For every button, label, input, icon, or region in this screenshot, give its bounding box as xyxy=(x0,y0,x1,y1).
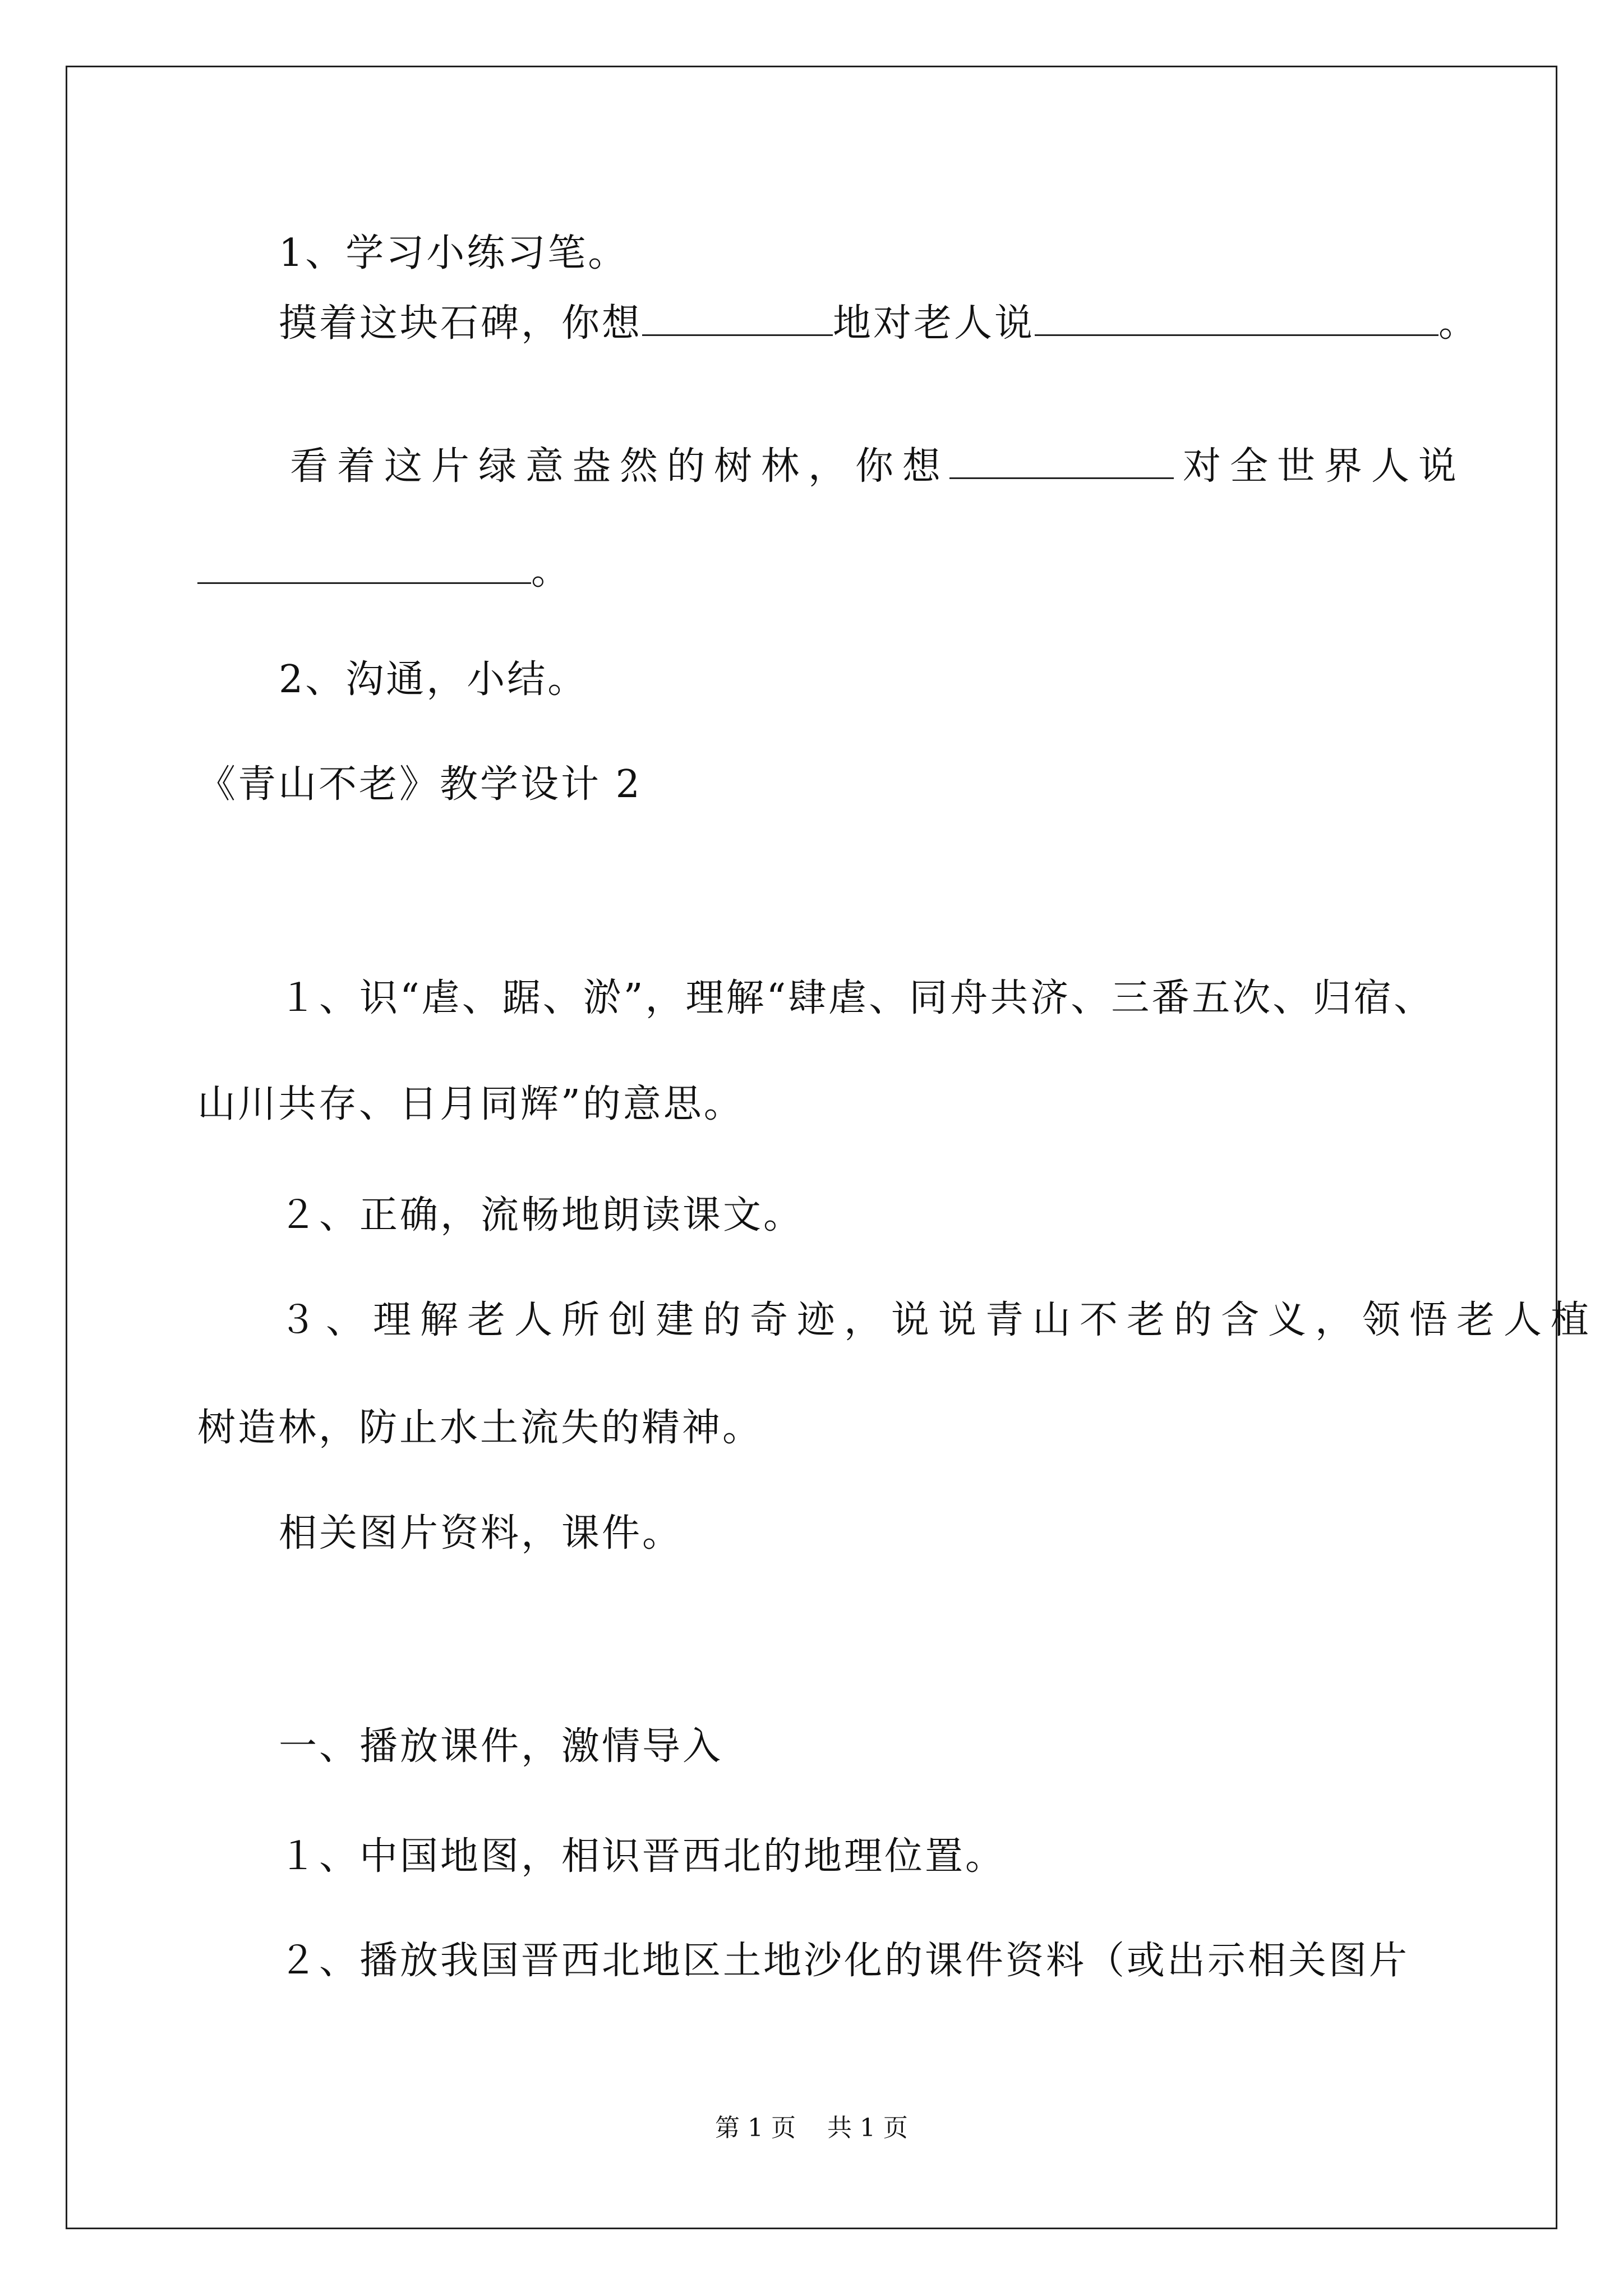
fill-in-sentence-1 xyxy=(279,301,1479,346)
sentence-2-end: 。 xyxy=(531,549,572,593)
preparation: 相关图片资料，课件。 xyxy=(279,1511,683,1556)
section-title: 《青山不老》教学设计 2 xyxy=(197,762,642,807)
sentence-2-part-1: 看着这片绿意盎然的树林，你想 xyxy=(290,444,950,489)
fill-in-sentence-2 xyxy=(290,444,1466,489)
answer-blank-3[interactable] xyxy=(949,445,1174,479)
step-1-item-2: ２、播放我国晋西北地区土地沙化的课件资料（或出示相关图片 xyxy=(279,1939,1410,1983)
objective-3-cont: 树造林，防止水土流失的精神。 xyxy=(197,1406,763,1450)
answer-blank-2[interactable] xyxy=(1035,302,1438,336)
answer-blank-1[interactable] xyxy=(642,302,833,336)
sentence-1-part-2: 地对老人说 xyxy=(833,301,1035,346)
sentence-1-end: 。 xyxy=(1438,301,1479,346)
objective-1-cont: 山川共存、日月同辉”的意思。 xyxy=(197,1082,744,1126)
exercise-heading: 1、学习小练习笔。 xyxy=(279,231,629,275)
sentence-1-part-1: 摸着这块石碑，你想 xyxy=(279,301,643,346)
fill-in-sentence-2-cont xyxy=(197,550,571,591)
sentence-2-part-2: 对全世界人说 xyxy=(1183,444,1466,489)
step-1-item-1: １、中国地图，相识晋西北的地理位置。 xyxy=(279,1834,1006,1879)
exercise-item-2: 2、沟通，小结。 xyxy=(279,657,588,702)
page-footer: 第 1 页 共 1 页 xyxy=(715,2114,908,2142)
page-border xyxy=(66,66,1557,2229)
objective-2: ２、正确，流畅地朗读课文。 xyxy=(279,1193,804,1237)
answer-blank-4[interactable] xyxy=(197,550,531,584)
step-1-heading: 一、播放课件，激情导入 xyxy=(279,1724,723,1769)
objective-3: ３、理解老人所创建的奇迹，说说青山不老的含义，领悟老人植 xyxy=(279,1298,1598,1342)
objective-1: １、识“虐、踞、淤”，理解“肆虐、同舟共济、三番五次、归宿、 xyxy=(279,976,1435,1020)
